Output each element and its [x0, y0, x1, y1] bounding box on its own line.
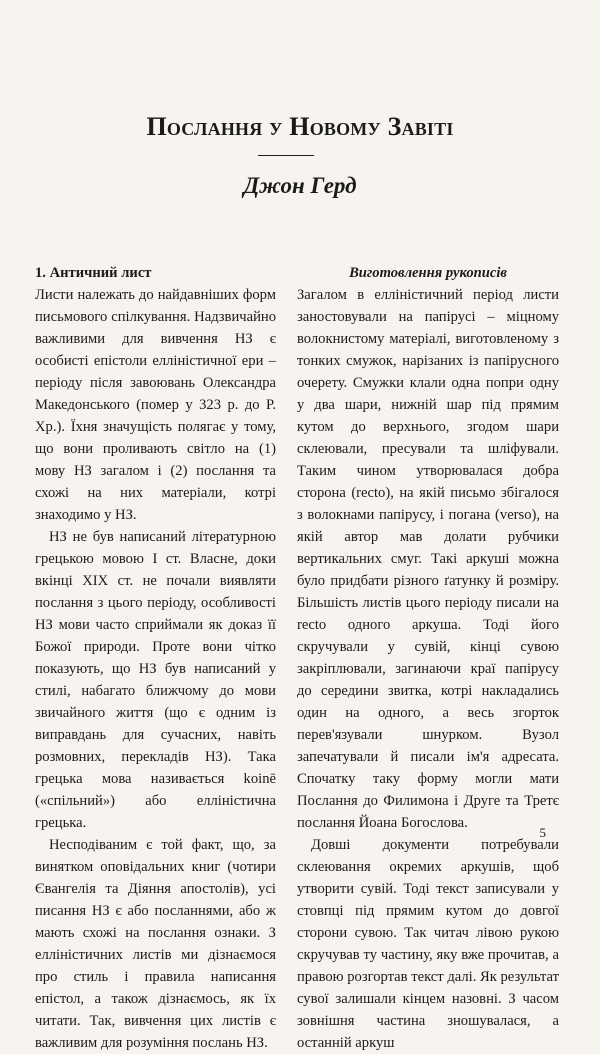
left-paragraph-3: Несподіваним є той факт, що, за винятком оповідальних книг (чотири Євангелія та Діяння апостолів), усі писання НЗ є або посланнями, або ж мають схожі на послання ознаки. З елліністичних листів ми дізнаємося про стиль і правила написання епістол, а також дізнаємось, як їх читати. Так, вивчення цих листів є важливим для розуміння послань НЗ. [35, 837, 276, 1051]
right-column [297, 262, 559, 1054]
page-number: 5 [539, 825, 546, 840]
title-divider [258, 155, 314, 156]
section-heading: 1. Античний лист [35, 265, 152, 281]
left-paragraph-2: НЗ не був написаний літературною грецькою мовою І ст. Власне, доки вкінці XIX ст. не почали виявляти послання з цього періоду, особливості НЗ мови часто сприймали як доказ її Божої природи. Проте вони чітко показують, що НЗ був написаний у стилі, набагато ближчому до мови звичайного життя (що є одним із виправдань для сучасних, навіть розмовних, перекладів НЗ). Така грецька мова називається koinē («спільний») або елліністична грецька. [35, 529, 276, 831]
right-paragraph-2: Довші документи потребували склеювання окремих аркушів, щоб утворити сувій. Тоді текст записували у стовпці під прямим кутом до довгої сторони сувою. Так читач лівою рукою скручував ту частину, яку вже прочитав, а правою розгортав текст далі. Як результат сувої залишали кінцем назовні. З часом зовнішня частина зношувалася, а останній аркуш [297, 837, 559, 1051]
right-paragraph-1: Загалом в елліністичний період листи заностовували на папірусі – міцному волокнистому матеріалі, виготовленому з тонких смужок, нарізаних із папірусного очерету. Смужки клали одна попри одну у два шари, нижній шар під прямим кутом до верхнього, згодом шари склеювали, пресували та шліфували. Таким чином утворювалася добра сторона (recto), на якій письмо збігалося з волокнами папірусу, і погана (verso), на якій автор мав долати рубчики вертикальних смуг. Такі аркуші можна було придбати різного ґатунку й розміру. Більшість листів цього періоду писали на recto одного аркуша. Тоді його скручували у сувій, кінці сувою закріплювали, загинаючи краї папірусу до середини звитка, котрі накладались один на одного, а весь згорток перев'язували шнурком. Вузол запечатували й писали ім'я адресата. Спочатку таку форму могли мати Послання до Филимона і Друге та Третє послання Йоана Богослова. [297, 287, 559, 831]
chapter-author: Джон Герд [243, 173, 357, 198]
subsection-heading: Виготовлення рукописів [349, 265, 507, 281]
chapter-title: Послання у Новому Завіті [146, 112, 454, 141]
left-column [35, 262, 276, 1054]
left-paragraph-1: Листи належать до найдавніших форм письмового спілкування. Надзвичайно важливими для вивчення НЗ є особисті епістоли елліністичної ери – періоду після завоювань Олександра Македонського (помер у 323 р. до Р. Хр.). Їхня значущість полягає у тому, що вони проливають світло на (1) мову НЗ загалом і (2) послання та схожі на них матеріали, котрі знаходимо у НЗ. [35, 287, 276, 523]
